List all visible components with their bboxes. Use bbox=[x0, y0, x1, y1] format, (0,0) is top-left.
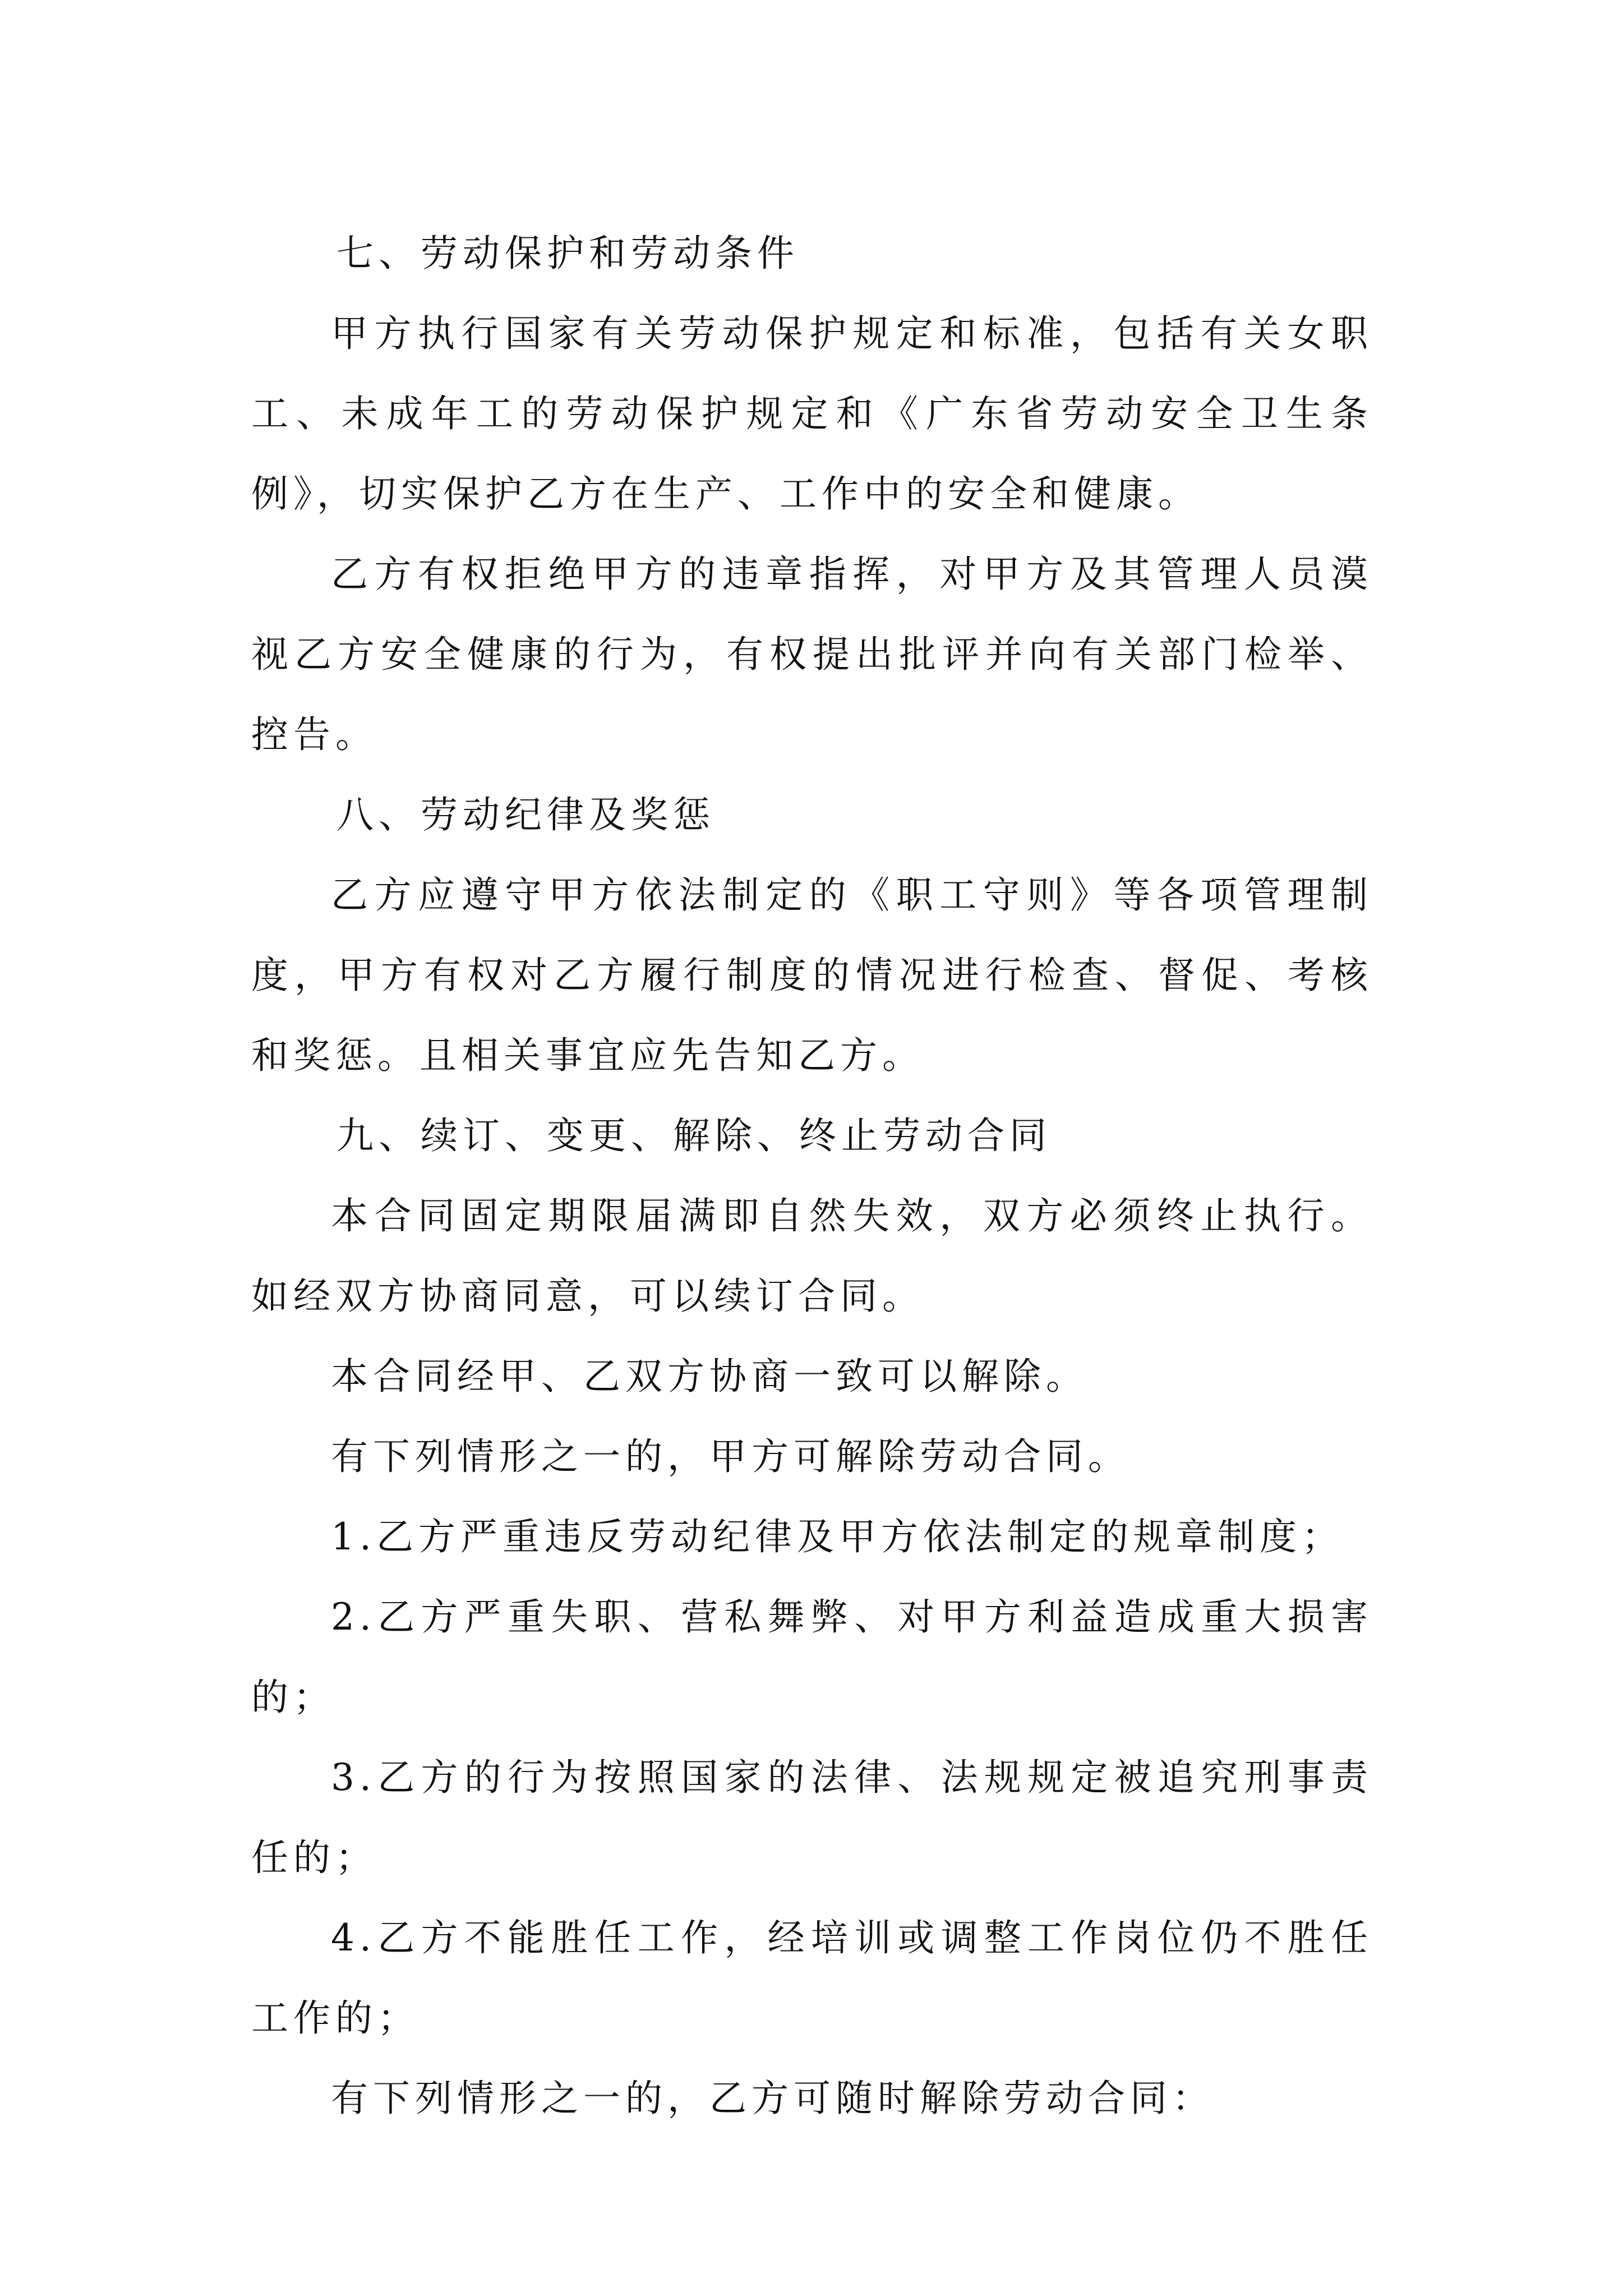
document-body bbox=[251, 213, 1373, 2138]
paragraph: 有下列情形之一的，乙方可随时解除劳动合同： bbox=[331, 2077, 1214, 2120]
section-heading-7: 七、劳动保护和劳动条件 bbox=[336, 232, 799, 275]
section-heading-8: 八、劳动纪律及奖惩 bbox=[336, 793, 715, 836]
paragraph: 有下列情形之一的，甲方可解除劳动合同。 bbox=[331, 1435, 1130, 1478]
paragraph: 乙方有权拒绝甲方的违章指挥，对甲方及其管理人员漠视乙方安全健康的行为，有权提出批评并向有关部门检举、控告。 bbox=[251, 553, 1373, 756]
section-heading-9: 九、续订、变更、解除、终止劳动合同 bbox=[336, 1114, 1052, 1157]
list-item: 4.乙方不能胜任工作，经培训或调整工作岗位仍不胜任工作的； bbox=[251, 1916, 1373, 2040]
list-item: 3.乙方的行为按照国家的法律、法规规定被追究刑事责任的； bbox=[251, 1756, 1373, 1879]
paragraph: 本合同经甲、乙双方协商一致可以解除。 bbox=[331, 1355, 1088, 1398]
list-item: 1.乙方严重违反劳动纪律及甲方依法制定的规章制度； bbox=[331, 1515, 1344, 1558]
paragraph: 甲方执行国家有关劳动保护规定和标准，包括有关女职工、未成年工的劳动保护规定和《广东省劳动安全卫生条例》，切实保护乙方在生产、工作中的安全和健康。 bbox=[251, 312, 1373, 516]
paragraph: 本合同固定期限届满即自然失效，双方必须终止执行。如经双方协商同意，可以续订合同。 bbox=[251, 1194, 1373, 1318]
list-item: 2.乙方严重失职、营私舞弊、对甲方利益造成重大损害的； bbox=[251, 1595, 1373, 1719]
paragraph: 乙方应遵守甲方依法制定的《职工守则》等各项管理制度，甲方有权对乙方履行制度的情况进行检查、督促、考核和奖惩。且相关事宜应先告知乙方。 bbox=[251, 873, 1373, 1077]
